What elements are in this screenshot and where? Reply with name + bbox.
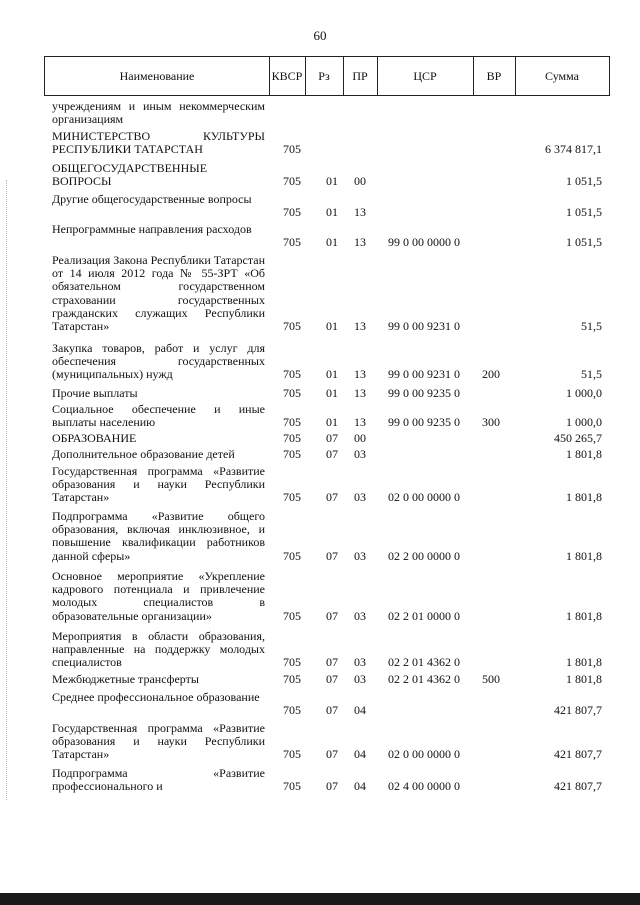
row-sum: 450 265,7 [554, 431, 602, 445]
row-rz: 01 [326, 235, 338, 250]
row-kvsr: 705 [283, 747, 301, 762]
row-vr: 500 [482, 672, 500, 686]
row-csr: 02 2 00 0000 0 [388, 548, 460, 563]
row-sum: 1 801,8 [566, 672, 602, 686]
scan-bottom-band [0, 893, 640, 905]
row-pr: 00 [354, 174, 366, 189]
row-pr: 03 [354, 672, 366, 686]
row-name: Дополнительное образование детей [52, 447, 235, 461]
header-rz: Рз [318, 69, 330, 83]
row-sum: 421 807,7 [554, 703, 602, 718]
row-pr: 04 [354, 703, 366, 718]
row-rz: 01 [326, 386, 338, 400]
row-name: Среднее профессиональное образование [52, 690, 260, 704]
row-kvsr: 705 [283, 447, 301, 461]
row-pr: 03 [354, 608, 366, 623]
row-csr: 99 0 00 0000 0 [388, 235, 460, 250]
header-vr: ВР [486, 69, 502, 83]
row-csr: 02 2 01 4362 0 [388, 672, 460, 686]
row-csr: 02 4 00 0000 0 [388, 779, 460, 794]
row-pr: 13 [354, 235, 366, 250]
row-pr: 03 [354, 490, 366, 505]
row-rz: 01 [326, 205, 338, 220]
row-kvsr: 705 [283, 415, 301, 430]
row-kvsr: 705 [283, 235, 301, 250]
row-sum: 1 051,5 [566, 235, 602, 250]
row-kvsr: 705 [283, 431, 301, 445]
row-sum: 51,5 [581, 319, 602, 333]
row-sum: 1 051,5 [566, 174, 602, 189]
row-sum: 421 807,7 [554, 779, 602, 794]
row-kvsr: 705 [283, 672, 301, 686]
row-name: ОБЩЕГОСУДАРСТВЕННЫЕ ВОПРОСЫ [52, 161, 208, 189]
row-sum: 6 374 817,1 [545, 142, 602, 157]
row-name: ОБРАЗОВАНИЕ [52, 431, 137, 445]
row-kvsr: 705 [283, 142, 301, 157]
row-name: Реализация Закона Республики Татарстан от 14 июля 2012 года № 55-ЗРТ «Об обязательном государственном страховании государственных гражданских служащих Республики Татарстан» [52, 253, 265, 334]
row-pr: 13 [354, 386, 366, 400]
row-kvsr: 705 [283, 779, 301, 794]
row-kvsr: 705 [283, 367, 301, 382]
row-vr: 200 [482, 367, 500, 382]
row-csr: 02 2 01 4362 0 [388, 655, 460, 670]
row-csr: 99 0 00 9231 0 [388, 367, 460, 382]
row-pr: 03 [354, 447, 366, 461]
row-pr: 04 [354, 779, 366, 794]
row-pr: 00 [354, 431, 366, 445]
row-rz: 01 [326, 319, 338, 333]
row-name: Основное мероприятие «Укрепление кадрового потенциала и привлечение молодых специалистов в образовательные организации» [52, 569, 265, 623]
header-kvsr: КВСР [271, 69, 303, 83]
row-kvsr: 705 [283, 548, 301, 563]
row-name: Закупка товаров, работ и услуг для обеспечения государственных (муниципальных) нужд [52, 341, 265, 382]
row-name: Подпрограмма «Развитие профессионального и [52, 766, 265, 794]
row-rz: 07 [326, 703, 338, 718]
row-kvsr: 705 [283, 319, 301, 333]
row-csr: 02 0 00 0000 0 [388, 490, 460, 505]
row-pr: 04 [354, 747, 366, 762]
row-pr: 13 [354, 415, 366, 430]
row-kvsr: 705 [283, 490, 301, 505]
header-name: Наименование [119, 69, 195, 83]
row-rz: 07 [326, 490, 338, 505]
page-number: 60 [313, 28, 327, 43]
row-rz: 01 [326, 367, 338, 382]
row-rz: 01 [326, 174, 338, 189]
row-kvsr: 705 [283, 703, 301, 718]
row-sum: 421 807,7 [554, 747, 602, 762]
row-rz: 07 [326, 655, 338, 670]
row-sum: 1 801,8 [566, 548, 602, 563]
row-kvsr: 705 [283, 386, 301, 400]
header-pr: ПР [352, 69, 368, 83]
row-pr: 13 [354, 205, 366, 220]
header-csr: ЦСР [413, 69, 437, 83]
row-sum: 1 000,0 [566, 415, 602, 430]
row-name: Другие общегосударственные вопросы [52, 192, 252, 206]
row-pr: 13 [354, 319, 366, 333]
row-pr: 03 [354, 655, 366, 670]
row-name: Мероприятия в области образования, направленные на поддержку молодых специалистов [52, 629, 265, 670]
row-rz: 07 [326, 779, 338, 794]
row-sum: 51,5 [581, 367, 602, 382]
row-sum: 1 000,0 [566, 386, 602, 400]
row-name: Подпрограмма «Развитие общего образования, включая инклюзивное, и повышение квалификации работников данной сферы» [52, 509, 265, 563]
row-kvsr: 705 [283, 608, 301, 623]
row-csr: 02 0 00 0000 0 [388, 747, 460, 762]
row-csr: 99 0 00 9235 0 [388, 415, 460, 430]
row-vr: 300 [482, 415, 500, 430]
row-name: Непрограммные направления расходов [52, 222, 252, 236]
row-kvsr: 705 [283, 205, 301, 220]
row-name: Прочие выплаты [52, 386, 138, 400]
row-kvsr: 705 [283, 174, 301, 189]
row-rz: 07 [326, 608, 338, 623]
row-name: Социальное обеспечение и иные выплаты населению [52, 402, 265, 430]
row-rz: 01 [326, 415, 338, 430]
header-sum: Сумма [545, 69, 579, 83]
row-name: Государственная программа «Развитие образования и науки Республики Татарстан» [52, 464, 265, 505]
row-sum: 1 051,5 [566, 205, 602, 220]
row-csr: 99 0 00 9231 0 [388, 319, 460, 333]
row-rz: 07 [326, 431, 338, 445]
scan-edge [6, 180, 7, 800]
row-kvsr: 705 [283, 655, 301, 670]
row-sum: 1 801,8 [566, 447, 602, 461]
row-sum: 1 801,8 [566, 490, 602, 505]
row-rz: 07 [326, 447, 338, 461]
row-name: Межбюджетные трансферты [52, 672, 199, 686]
row-sum: 1 801,8 [566, 608, 602, 623]
row-name: МИНИСТЕРСТВО КУЛЬТУРЫ РЕСПУБЛИКИ ТАТАРСТАН [52, 129, 265, 157]
row-pr: 13 [354, 367, 366, 382]
row-name: Государственная программа «Развитие образования и науки Республики Татарстан» [52, 721, 265, 762]
row-pr: 03 [354, 548, 366, 563]
row-rz: 07 [326, 548, 338, 563]
row-sum: 1 801,8 [566, 655, 602, 670]
row-name: учреждениям и иным некоммерческим организациям [52, 99, 265, 127]
row-csr: 02 2 01 0000 0 [388, 608, 460, 623]
row-rz: 07 [326, 672, 338, 686]
row-csr: 99 0 00 9235 0 [388, 386, 460, 400]
row-rz: 07 [326, 747, 338, 762]
